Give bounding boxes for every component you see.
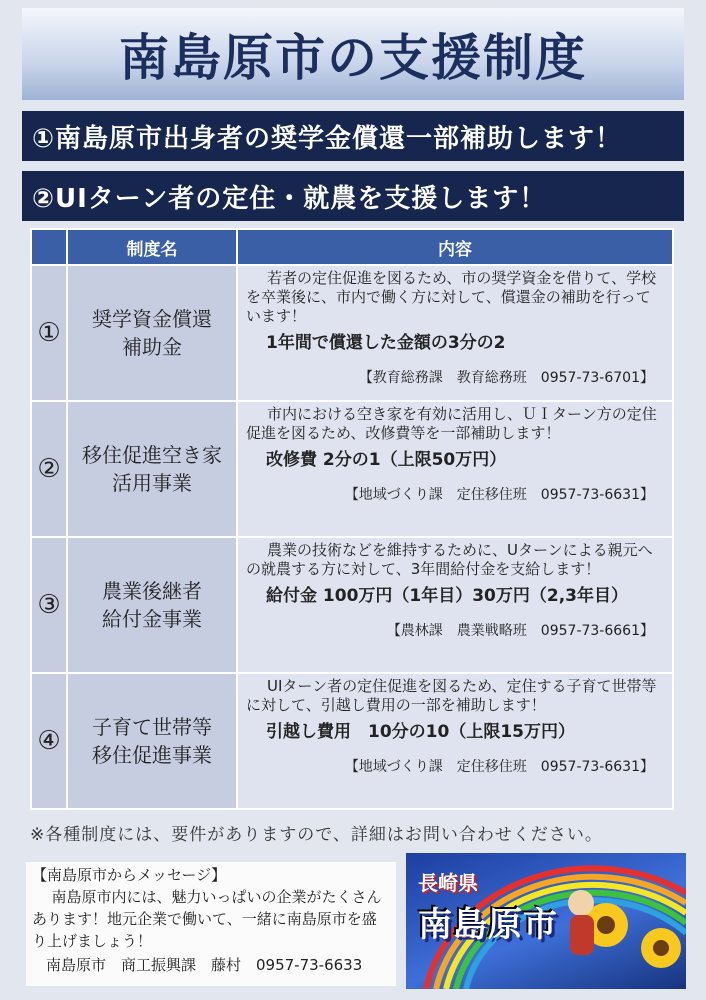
city-logo	[406, 853, 686, 989]
message-box	[26, 862, 396, 986]
program-description: UIターン者の定住促進を図るため、定住する子育て世帯等に対して、引越し費用の一部を補助します！	[246, 677, 657, 714]
header-content: 内容	[237, 229, 673, 265]
row-number: ③	[31, 537, 67, 673]
message-heading: 【南島原市からメッセージ】	[32, 866, 227, 884]
program-highlight: 引越し費用 10分の10（上限15万円）	[266, 722, 575, 742]
program-name-line1: 農業後継者	[102, 579, 202, 603]
table-row	[31, 401, 673, 537]
program-contact: 【教育総務課 教育総務班 0957-73-6701】	[358, 370, 654, 386]
row-number: ①	[31, 265, 67, 401]
program-contact: 【地域づくり課 定住移住班 0957-73-6631】	[344, 487, 654, 503]
program-name-line2: 給付金事業	[102, 607, 202, 631]
table-row	[31, 673, 673, 809]
program-description: 若者の定住促進を図るため、市の奨学資金を借りて、学校を卒業後に、市内で働く方に対して、償還金の補助を行っています！	[246, 269, 657, 325]
table-row	[31, 537, 673, 673]
table-header-row	[31, 229, 673, 265]
program-name-line1: 奨学資金償還	[92, 307, 212, 331]
ui-turn-banner: ②UIターン者の定住・就農を支援します！	[22, 171, 684, 221]
row-number: ②	[31, 401, 67, 537]
program-highlight: 給付金 100万円（1年目）30万円（2,3年目）	[266, 586, 629, 606]
program-description: 市内における空き家を有効に活用し、ＵＩターン方の定住促進を図るため、改修費等を一部補助します！	[246, 405, 657, 442]
row-number: ④	[31, 673, 67, 809]
program-highlight: 改修費 2分の1（上限50万円）	[266, 450, 507, 470]
header-name: 制度名	[67, 229, 237, 265]
program-name	[67, 673, 237, 809]
logo-prefecture: 長崎県	[418, 871, 478, 895]
title-banner	[22, 8, 684, 100]
program-content	[237, 673, 673, 809]
program-contact: 【農林課 農業戦略班 0957-73-6661】	[386, 623, 654, 639]
requirements-note: ※各種制度には、要件がありますので、詳細はお問い合わせください。	[30, 825, 603, 845]
program-contact: 【地域づくり課 定住移住班 0957-73-6631】	[344, 759, 654, 775]
program-content	[237, 537, 673, 673]
program-content	[237, 265, 673, 401]
program-content	[237, 401, 673, 537]
page-title: 南島原市の支援制度	[119, 29, 587, 87]
program-name	[67, 265, 237, 401]
message-body: 南島原市内には、魅力いっぱいの企業がたくさんあります！地元企業で働いて、一緒に南島原市を盛り上げましょう！	[32, 888, 382, 950]
support-table	[30, 228, 674, 810]
program-name	[67, 537, 237, 673]
program-name-line1: 移住促進空き家	[82, 443, 222, 467]
mascot-icon	[568, 890, 594, 916]
scholarship-banner: ①南島原市出身者の奨学金償還一部補助します！	[22, 111, 684, 161]
header-number	[31, 229, 67, 265]
program-highlight: 1年間で償還した金額の3分の2	[266, 333, 506, 353]
program-name	[67, 401, 237, 537]
logo-city-name: 南島原市	[418, 905, 558, 945]
program-name-line2: 活用事業	[112, 471, 192, 495]
program-name-line2: 移住促進事業	[92, 743, 212, 767]
program-description: 農業の技術などを維持するために、Uターンによる親元への就農する方に対して、3年間給付金を支給します！	[246, 541, 653, 578]
program-name-line2: 補助金	[122, 335, 182, 359]
table-row	[31, 265, 673, 401]
message-signature: 南島原市 商工振興課 藤村 0957-73-6633	[46, 956, 363, 974]
program-name-line1: 子育て世帯等	[92, 715, 212, 739]
